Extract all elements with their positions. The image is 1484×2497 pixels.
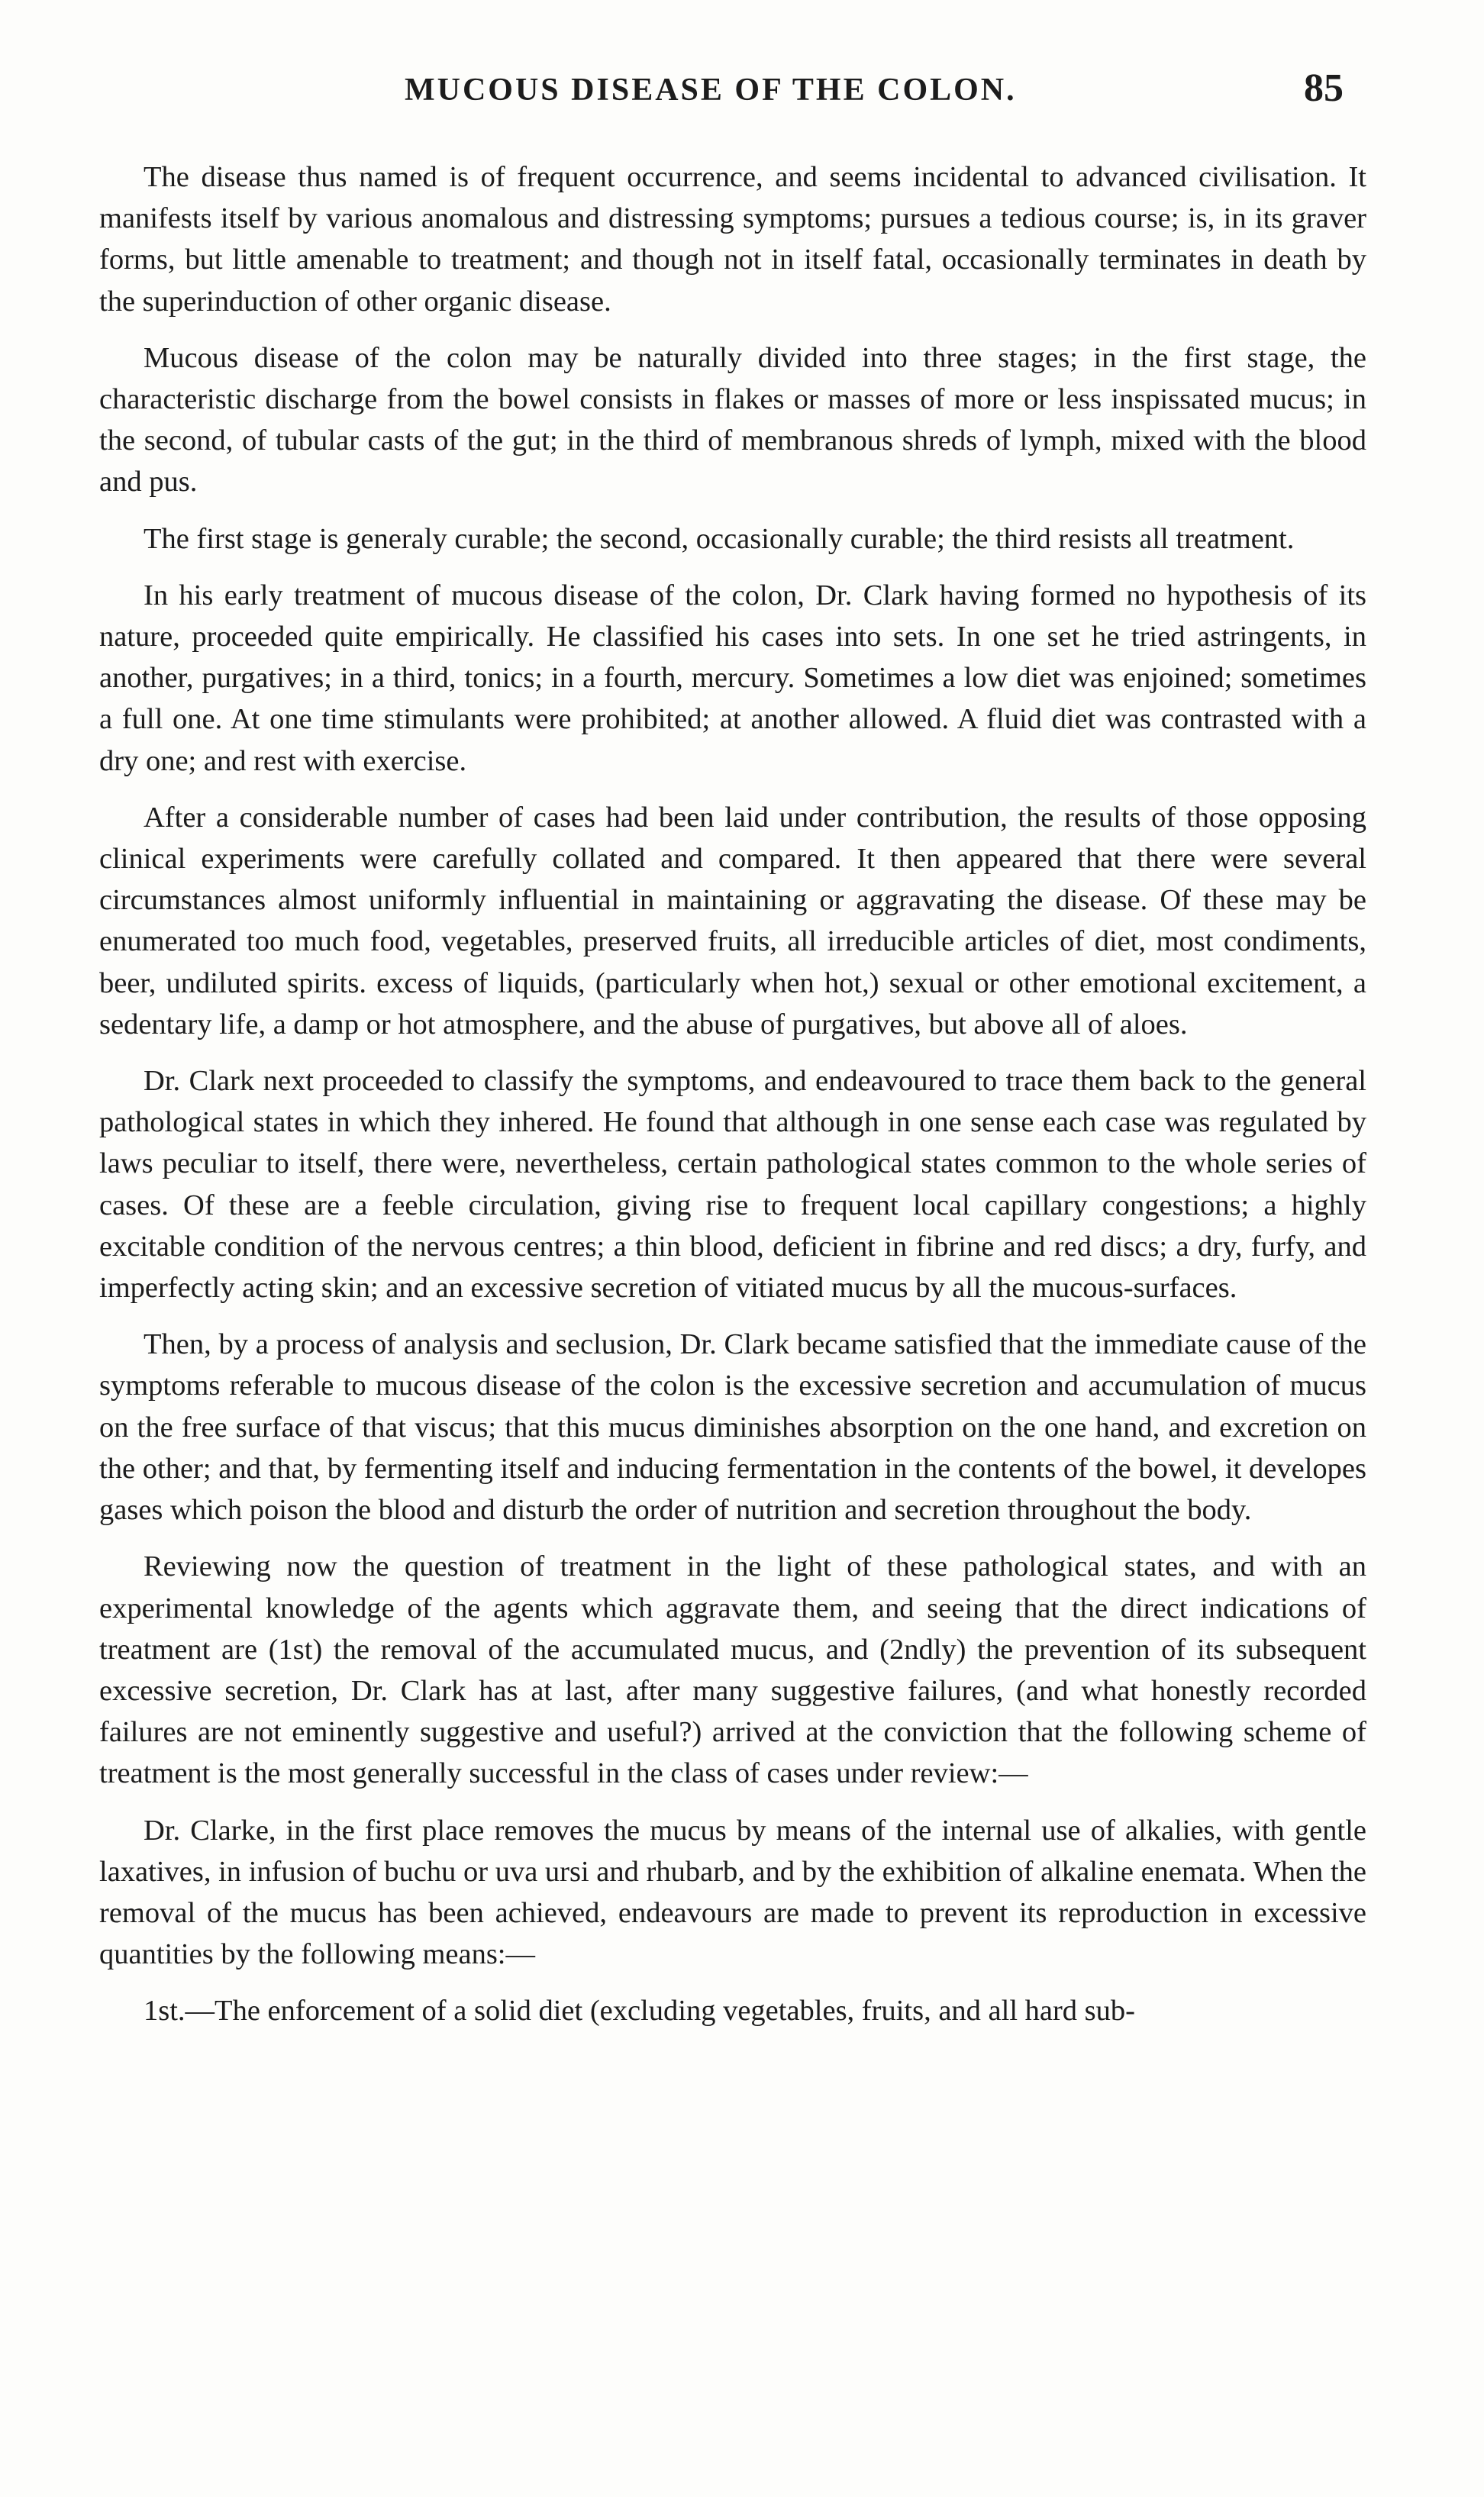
paragraph: Then, by a process of analysis and seclusion, Dr. Clark became satisfied that the immediate cause of the symptoms referable to mucous disease of the colon is the excessive secretion and accumulation of mucus on the free surface of that viscus; that this mucus diminishes absorption on the one hand, and excretion on the other; and that, by fermenting itself and inducing fermentation in the contents of the bowel, it developes gases which poison the blood and disturb the order of nutrition and secretion throughout the body. xyxy=(99,1328,1366,1527)
paragraph: Dr. Clarke, in the first place removes the mucus by means of the internal use of alkalies, with gentle laxatives, in infusion of buchu or uva ursi and rhubarb, and by the exhibition of alkaline enemata. When the removal of the mucus has been achieved, endeavours are made to prevent its reproduction in excessive quantities by the following means:— xyxy=(99,1814,1366,1971)
paragraph: The first stage is generaly curable; the second, occasionally curable; the third resists all treatment. xyxy=(144,522,1295,555)
paragraph: Dr. Clark next proceeded to classify the symptoms, and endeavoured to trace them back to the general pathological states in which they inhered. He found that although in one sense each case was regulated by laws peculiar to itself, there were, nevertheless, certain pathological states common to the whole series of cases. Of these are a feeble circulation, giving rise to frequent local capillary congestions; a highly excitable condition of the nervous centres; a thin blood, deficient in fibrine and red discs; a dry, furfy, and imperfectly acting skin; and an excessive secretion of vitiated mucus by all the mucous-surfaces. xyxy=(99,1065,1366,1305)
page-number: 85 xyxy=(1304,66,1344,110)
paragraph: Reviewing now the question of treatment in the light of these pathological states, and with an experimental knowledge of the agents which aggravate them, and seeing that the direct indications of treatment are (1st) the removal of the accumulated mucus, and (2ndly) the prevention of its subsequent excessive secretion, Dr. Clark has at last, after many suggestive failures, (and what honestly recorded failures are not eminently suggestive and useful?) arrived at the conviction that the following scheme of treatment is the most generally successful in the class of cases under review:— xyxy=(99,1550,1366,1790)
paragraph: 1st.—The enforcement of a solid diet (excluding vegetables, fruits, and all hard sub- xyxy=(144,1995,1135,2028)
page-header xyxy=(99,66,1344,118)
paragraph: After a considerable number of cases had been laid under contribution, the results of those opposing clinical experiments were carefully collated and compared. It then appeared that there were several circumstances almost uniformly influential in maintaining or aggravating the disease. Of these may be enumerated too much food, vegetables, preserved fruits, all irreducible articles of diet, most condiments, beer, undiluted spirits. excess of liquids, (particularly when hot,) sexual or other emotional excitement, a sedentary life, a damp or hot atmosphere, and the abuse of purgatives, but above all of aloes. xyxy=(99,801,1366,1040)
body-text xyxy=(99,156,1366,2047)
paragraph: The disease thus named is of frequent occurrence, and seems incidental to advanced civilisation. It manifests itself by various anomalous and distressing symptoms; pursues a tedious course; is, in its graver forms, but little amenable to treatment; and though not in itself fatal, occasionally terminates in death by the superinduction of other organic disease. xyxy=(99,161,1366,318)
running-title: MUCOUS DISEASE OF THE COLON. xyxy=(405,73,1017,108)
paragraph: Mucous disease of the colon may be naturally divided into three stages; in the first stage, the characteristic discharge from the bowel consists in flakes or masses of more or less inspissated mucus; in the second, of tubular casts of the gut; in the third of membranous shreds of lymph, mixed with the blood and pus. xyxy=(99,341,1366,498)
paragraph: In his early treatment of mucous disease of the colon, Dr. Clark having formed no hypothesis of its nature, proceeded quite empirically. He classified his cases into sets. In one set he tried astringents, in another, purgatives; in a third, tonics; in a fourth, mercury. Sometimes a low diet was enjoined; sometimes a full one. At one time stimulants were prohibited; at another allowed. A fluid diet was contrasted with a dry one; and rest with exercise. xyxy=(99,579,1366,777)
